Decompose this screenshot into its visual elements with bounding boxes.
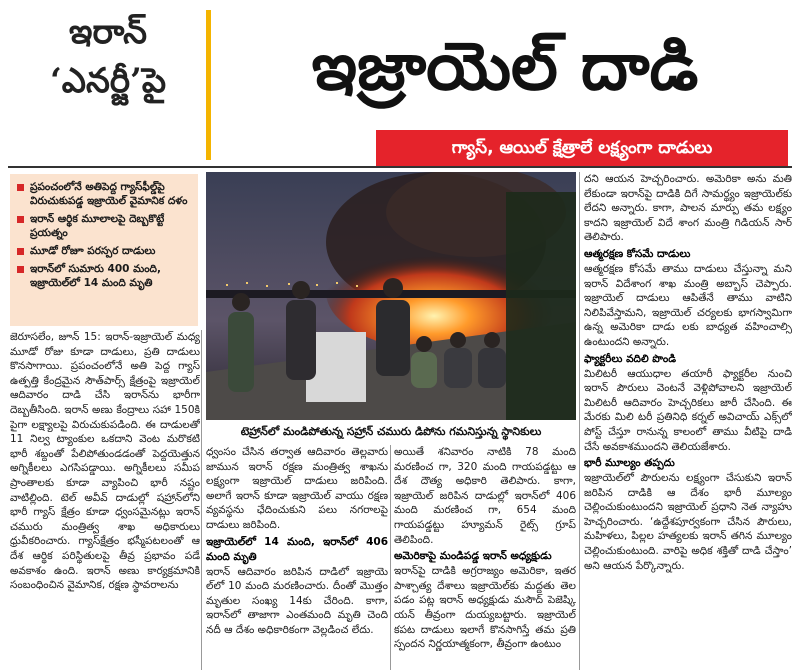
section-subhead: భారీ మూల్యం తప్పదు [584,457,675,470]
article-paragraph: దని ఆయన హెచ్చరించారు. అమెరికా అను మతి లేకుండా ఇరాన్‌పై దాడికి దిగే సామర్థ్యం ఇజ్రాయెల్‌కు లేదని అన్నారు. కాగా, పాలన మార్పు తమ లక్ష్యం కాదని ఇజ్రాయెల్ విదే శాంగ మంత్రి గిడియన్ సార్ తెలిపారు. [584,173,792,244]
kicker [8,8,208,106]
article-column-4 [584,172,792,672]
subhead-banner [376,130,788,166]
article-paragraph: ఆత్మరక్షణ కోసమే తాము దాడులు చేస్తున్నా మని ఇరాన్ విదేశాంగ శాఖ మంత్రి అబ్బాస్ చెప్పారు. ఇజ్రాయెల్ దాడులు ఆపితేనే తాము వాటిని నిలిపివేస్తామని, ఇజ్రాయెల్ చర్యలకు భాగస్వామిగా ఉన్న అమెరికా దాడు లకు బాధ్యత వహించాల్సి ఉంటుందని అన్నారు. [584,262,792,348]
column-divider [579,172,580,670]
subhead-text: గ్యాస్, ఆయిల్ క్షేత్రాలే లక్ష్యంగా దాడులు [451,138,713,158]
kicker-line-1: ఇరాన్ [69,12,147,52]
article-paragraph: మిలిటరీ ఆయుధాల తయారీ ఫ్యాక్టరీల నుంచి ఇరాన్ పౌరులు వెంటనే వెళ్లిపోవాలని ఇజ్రాయెల్ మిలిటరీ ఆదివారం హెచ్చరికలు జారీ చేసింది. ఈ మేరకు మిలి టరీ ప్రతినిధి కర్నల్ అవిచాయ్ ఎక్స్‌లో పోస్ట్ చేస్తూ రానున్న కాలంలో తాము వీటిపై దాడి చేసే అవకాశముందని తెలియజేశారు. [584,367,792,453]
section-subhead: ఫ్యాక్టరీలు వదిలి పొండి [584,352,676,365]
highlight-item: ఇరాన్ ఆర్థిక మూలాలపై దెబ్బకొట్టే ప్రయత్నం [16,212,192,240]
header-rule [8,166,792,168]
article-paragraph: అయితే శనివారం నాటికి 78 మంది మరణించ గా, 320 మంది గాయపడ్డట్టు ఆ దేశ దౌత్య అధికారి తెలిపారు. కాగా, ఇజ్రాయెల్ జరిపిన దాడుల్లో ఇరాన్‌లో 406 మంది మరణించ గా, 654 మంది గాయపడ్డట్టు హ్యూమన్ రైట్స్ గ్రూప్ తెలిపింది. [394,446,576,546]
highlight-item: ఇరాన్‌లో సుమారు 400 మంది, ఇజ్రాయెల్‌లో 14 మంది మృతి [16,262,192,290]
highlight-item: ప్రపంచంలోనే అతిపెద్ద గ్యాస్‌ఫీల్డ్‌పై విరుచుకుపడ్డ ఇజ్రాయెల్ వైమానిక దళం [16,180,192,208]
section-subhead: ఆత్మరక్షణ కోసమే దాడులు [584,247,691,260]
news-photo [206,172,576,420]
article-paragraph: ఇజ్రాయెల్‌లో పౌరులను లక్ష్యంగా చేసుకుని ఇరాన్ జరిపిన దాడికి ఆ దేశం భారీ మూల్యం చెల్లించుకుంటుందని ఇజ్రాయెల్ ప్రధాని నెత న్యాహు హెచ్చరించారు. ‘ఉద్దేశపూర్వకంగా చేసిన పౌరులు, మహిళలు, పిల్లల హత్యలకు ఇరాన్ తగిన మూల్యం చెల్లించుకుంటుంది. వారిపై అధిక శక్తితో దాడి చేస్తాం’ అని ఆయన పేర్కొన్నారు. [584,472,792,572]
highlight-item: మూడో రోజూ పరస్పర దాడులు [16,244,192,258]
article-column-1 [10,330,200,672]
article-column-2 [206,445,388,672]
column-divider [201,330,202,670]
article-paragraph: ధ్వంసం చేసిన తర్వాత ఆదివారం తెల్లవారు జామున ఇరాన్ రక్షణ మంత్రిత్వ శాఖను లక్ష్యంగా ఇజ్రాయెల్ దాడులు జరిపింది. అలాగే ఇరాన్ కూడా ఇజ్రాయెల్ వాయు రక్షణ వ్యవస్థను ఛేదించుకుని పలు నగరాలపై దాడులు జరిపింది. [206,446,388,531]
tree [506,192,576,420]
accent-bar [206,10,211,160]
kicker-line-2: ‘ఎనర్జీ’పై [49,61,167,101]
article-paragraph: ఇరాన్ ఆదివారం జరిపిన దాడిలో ఇజ్రాయె ల్‌లో 10 మంది మరణించారు. దీంతో మొత్తం మృతుల సంఖ్య 14కు చేరింది. కాగా, ఇరాన్‌లో తాజాగా ఎంతమంది మృతి చెంది నదీ ఆ దేశం అధికారికంగా వెల్లడించ లేదు. [206,565,388,636]
article-paragraph: ఇరాన్‌పై దాడికి అగ్రరాజ్యం అమెరికా, ఇతర పాశ్చాత్య దేశాలు ఇజ్రాయెల్‌కు మద్దతు తెల పడం పట్ల ఇరాన్ అధ్యక్షుడు మసౌద్ పెజెష్కి యన్ తీవ్రంగా దుయ్యబట్టారు. ఇజ్రాయెల్ కపట దాడులు ఇలాగే కొనసాగిస్తే తమ ప్రతి స్పందన నిర్ణయాత్మకంగా, తీవ్రంగా ఉంటుం [394,565,576,651]
photo-caption-text: టెహ్రాన్‌లో మండిపోతున్న సహ్రాన్ చమురు డిపోను గమనిస్తున్న స్థానికులు [240,425,542,438]
section-subhead: ఇజ్రాయెల్‌లో 14 మంది, ఇరాన్‌లో 406 మంది మృతి [206,535,388,563]
headline: ఇజ్రాయెల్ దాడి [311,27,699,105]
section-subhead: అమెరికాపై మండిపడ్డ ఇరాన్ అధ్యక్షుడు [394,550,552,563]
article-paragraph: జెరూసలేం, జూన్ 15: ఇరాన్-ఇజ్రాయెల్ మధ్య మూడో రోజు కూడా దాడులు, ప్రతి దాడులు కొనసాగాయి. ప్రపంచంలోనే అతి పెద్ద గ్యాస్ ఉత్పత్తి కేంద్రమైన సౌత్‌పార్స్ క్షేత్రంపై ఇజ్రాయెల్ ఆదివారం దాడి చేసి ఇరాన్‌ను భారీగా దెబ్బతీసింది. ఇరాన్ అణు కేంద్రాలు సహా 150కి పైగా లక్ష్యాలపై విరుచుకుపడింది. ఈ దాడులతో 11 నిల్వ ట్యాంకుల ఒకదాని వెంట మరొకటి భారీ శబ్దంతో పేలిపోతుండడంతో పెద్దయెత్తున అగ్నికీలలు ఎగసిపడ్డాయి. అగ్నికీలలు సమీప ప్రాంతాలకు కూడా వ్యాపించి భారీ నష్టం వాటిల్లింది. టెల్ అవీవ్ దాడుల్లో షహ్రాన్‌లోని భారీ గ్యాస్ క్షేత్రం కూడా ధ్వంసమైనట్లు ఇరాన్ చమురు మంత్రిత్వ శాఖ అధికారులు ధ్రువీకరించారు. గ్యాస్‌క్షేత్రం భస్మీపటలంతో ఆ దేశ ఆర్థిక పరిస్థితులపై తీవ్ర ప్రభావం పడే అవకాశం ఉంది. ఇరాన్ అణు కార్యక్రమానికి సంబంధించిన వైమానిక, రక్షణ స్థావరాలను [10,331,200,592]
column-divider [390,445,391,670]
photo-caption [206,421,576,443]
article-column-3 [394,445,576,672]
fire-scene-illustration [206,172,576,420]
highlights-box [10,174,198,326]
